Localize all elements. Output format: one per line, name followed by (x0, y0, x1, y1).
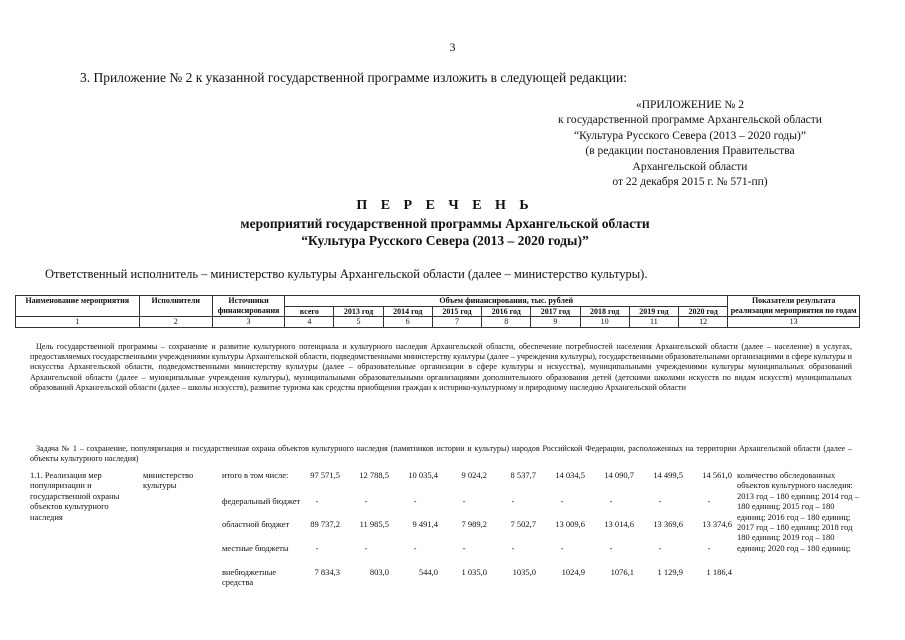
source-local: местные бюджеты (222, 543, 289, 553)
activity-name: 1.1. Реализация мер популяризации и государственной охраны объектов культурного наследия (30, 470, 120, 522)
funding-value: 89 737,2 (310, 519, 340, 529)
responsible-executor: Ответственный исполнитель – министерство культуры Архангельской области (далее – министерство культуры). (45, 267, 648, 281)
page-number: 3 (449, 40, 456, 54)
funding-value: 1024,9 (561, 567, 585, 577)
header-name: Наименование мероприятия (16, 296, 140, 317)
header-executors: Исполнители (139, 296, 212, 317)
funding-value: 1 129,9 (657, 567, 683, 577)
funding-value: - (560, 496, 564, 506)
funding-value: - (658, 496, 662, 506)
column-number: 12 (678, 317, 727, 328)
column-number: 4 (285, 317, 334, 328)
header-total: всего (285, 306, 334, 317)
funding-value: 14 090,7 (604, 470, 634, 480)
column-number: 9 (531, 317, 580, 328)
header-sources: Источники финансирования (212, 296, 284, 317)
subtitle-line: мероприятий государственной программы Архангельской области (240, 216, 650, 231)
funding-value: 12 788,5 (359, 470, 389, 480)
funding-value: 803,0 (369, 567, 389, 577)
appendix-header (540, 98, 840, 190)
header-year: 2019 год (629, 306, 678, 317)
column-number: 10 (580, 317, 629, 328)
header-result: Показатели результата реализации мероприятия по годам (728, 296, 860, 317)
activity-executor: министерство культуры (143, 470, 194, 491)
appendix-line: к государственной программе Архангельской области (558, 114, 822, 127)
funding-value: 14 034,5 (555, 470, 585, 480)
column-number: 8 (482, 317, 531, 328)
task-1: Задача № 1 – сохранение, популяризация и государственная охрана объектов культурного наследия (памятников истории и культуры) народов Российской Федерации, расположенных на территории Архангельской области (далее – объекты культурного наследия) (30, 444, 852, 464)
column-number: 7 (432, 317, 481, 328)
funding-value: 13 014,6 (604, 519, 634, 529)
funding-value: 13 374,6 (702, 519, 732, 529)
funding-value: - (511, 543, 515, 553)
source-extrabudget: внебюджетные средства (222, 567, 277, 588)
header-year: 2016 год (482, 306, 531, 317)
source-federal: федеральный бюджет (222, 496, 301, 506)
header-year: 2018 год (580, 306, 629, 317)
funding-value: 14 499,5 (653, 470, 683, 480)
funding-value: 1 035,0 (461, 567, 487, 577)
subtitle-line: “Культура Русского Севера (2013 – 2020 годы)” (301, 233, 589, 248)
column-number: 3 (212, 317, 284, 328)
funding-value: - (609, 543, 613, 553)
funding-value: - (462, 496, 466, 506)
funding-value: - (707, 496, 711, 506)
header-funding: Объем финансирования, тыс. рублей (285, 296, 728, 307)
intro-paragraph: 3. Приложение № 2 к указанной государственной программе изложить в следующей редакции: (80, 70, 627, 85)
header-year: 2014 год (383, 306, 432, 317)
funding-value: 97 571,5 (310, 470, 340, 480)
funding-value: - (707, 543, 711, 553)
title-perechen: П Е Р Е Ч Е Н Ь (356, 198, 534, 213)
column-number: 6 (383, 317, 432, 328)
document-title (40, 197, 850, 249)
funding-value: - (315, 543, 319, 553)
header-year: 2015 год (432, 306, 481, 317)
header-year: 2017 год (531, 306, 580, 317)
funding-value: 10 035,4 (408, 470, 438, 480)
appendix-line: (в редакции постановления Правительства (585, 145, 795, 158)
funding-value: 11 985,5 (359, 519, 389, 529)
funding-value: - (658, 543, 662, 553)
appendix-line: “Культура Русского Севера (2013 – 2020 годы)” (574, 129, 806, 142)
column-number: 13 (728, 317, 860, 328)
program-goal: Цель государственной программы – сохранение и развитие культурного потенциала и культурного наследия Архангельской области, обеспечение потребностей населения Архангельской области (далее – население) в услугах, предоставляемых государственными учреждениями культуры Архангельской области, подведомственными министерству культуры (далее – учреждения культуры), государственными образовательными организациями в сфере культуры и искусства Архангельской области, подведомственными министерству культуры (далее – образовательные организации в сфере культуры и искусства), муниципальными учреждениями культуры муниципальных образований Архангельской области (далее – муниципальные учреждения культуры), муниципальными образовательными организациями дополнительного образования детей (детскими школами искусств по видам искусств) муниципальных образований Архангельской области (далее – школы искусств), развитие туризма как средства приобщения граждан к историко-культурному и природному наследию Архангельской области (30, 342, 852, 392)
appendix-line: «ПРИЛОЖЕНИЕ № 2 (635, 99, 744, 111)
funding-value: 1076,1 (610, 567, 634, 577)
funding-value: 1035,0 (512, 567, 536, 577)
column-number: 5 (334, 317, 383, 328)
funding-value: - (560, 543, 564, 553)
funding-value: 8 537,7 (510, 470, 536, 480)
funding-value: 9 024,2 (461, 470, 487, 480)
funding-value: 7 989,2 (461, 519, 487, 529)
funding-value: 1 186,4 (706, 567, 732, 577)
funding-value: - (364, 543, 368, 553)
appendix-line: Архангельской области (632, 160, 748, 173)
funding-value: 7 502,7 (510, 519, 536, 529)
appendix-line: от 22 декабря 2015 г. № 571-пп) (612, 176, 768, 189)
column-number: 1 (16, 317, 140, 328)
header-year: 2020 год (678, 306, 727, 317)
funding-value: - (413, 496, 417, 506)
funding-value: - (511, 496, 515, 506)
column-number: 2 (139, 317, 212, 328)
funding-value: 7 834,3 (314, 567, 340, 577)
funding-value: 544,0 (418, 567, 438, 577)
source-regional: областной бюджет (222, 519, 290, 529)
funding-value: - (462, 543, 466, 553)
funding-value: 9 491,4 (412, 519, 438, 529)
source-total: итого в том числе: (222, 470, 289, 480)
funding-value: 14 561,0 (702, 470, 732, 480)
funding-value: - (315, 496, 319, 506)
funding-value: - (413, 543, 417, 553)
funding-value: 13 009,6 (555, 519, 585, 529)
column-number: 11 (629, 317, 678, 328)
activity-result: количество обследованных объектов культурного наследия: 2013 год – 180 единиц; 2014 год – 180 единиц; 2015 год – 180 единиц; 2016 год – 180 единиц; 2017 год – 180 единиц; 2018 год 180 единиц; 2019 год – 180 единиц; 2020 год – 180 единиц; (737, 470, 859, 553)
header-year: 2013 год (334, 306, 383, 317)
funding-value: - (364, 496, 368, 506)
header-table (15, 295, 860, 328)
funding-value: 13 369,6 (653, 519, 683, 529)
funding-value: - (609, 496, 613, 506)
